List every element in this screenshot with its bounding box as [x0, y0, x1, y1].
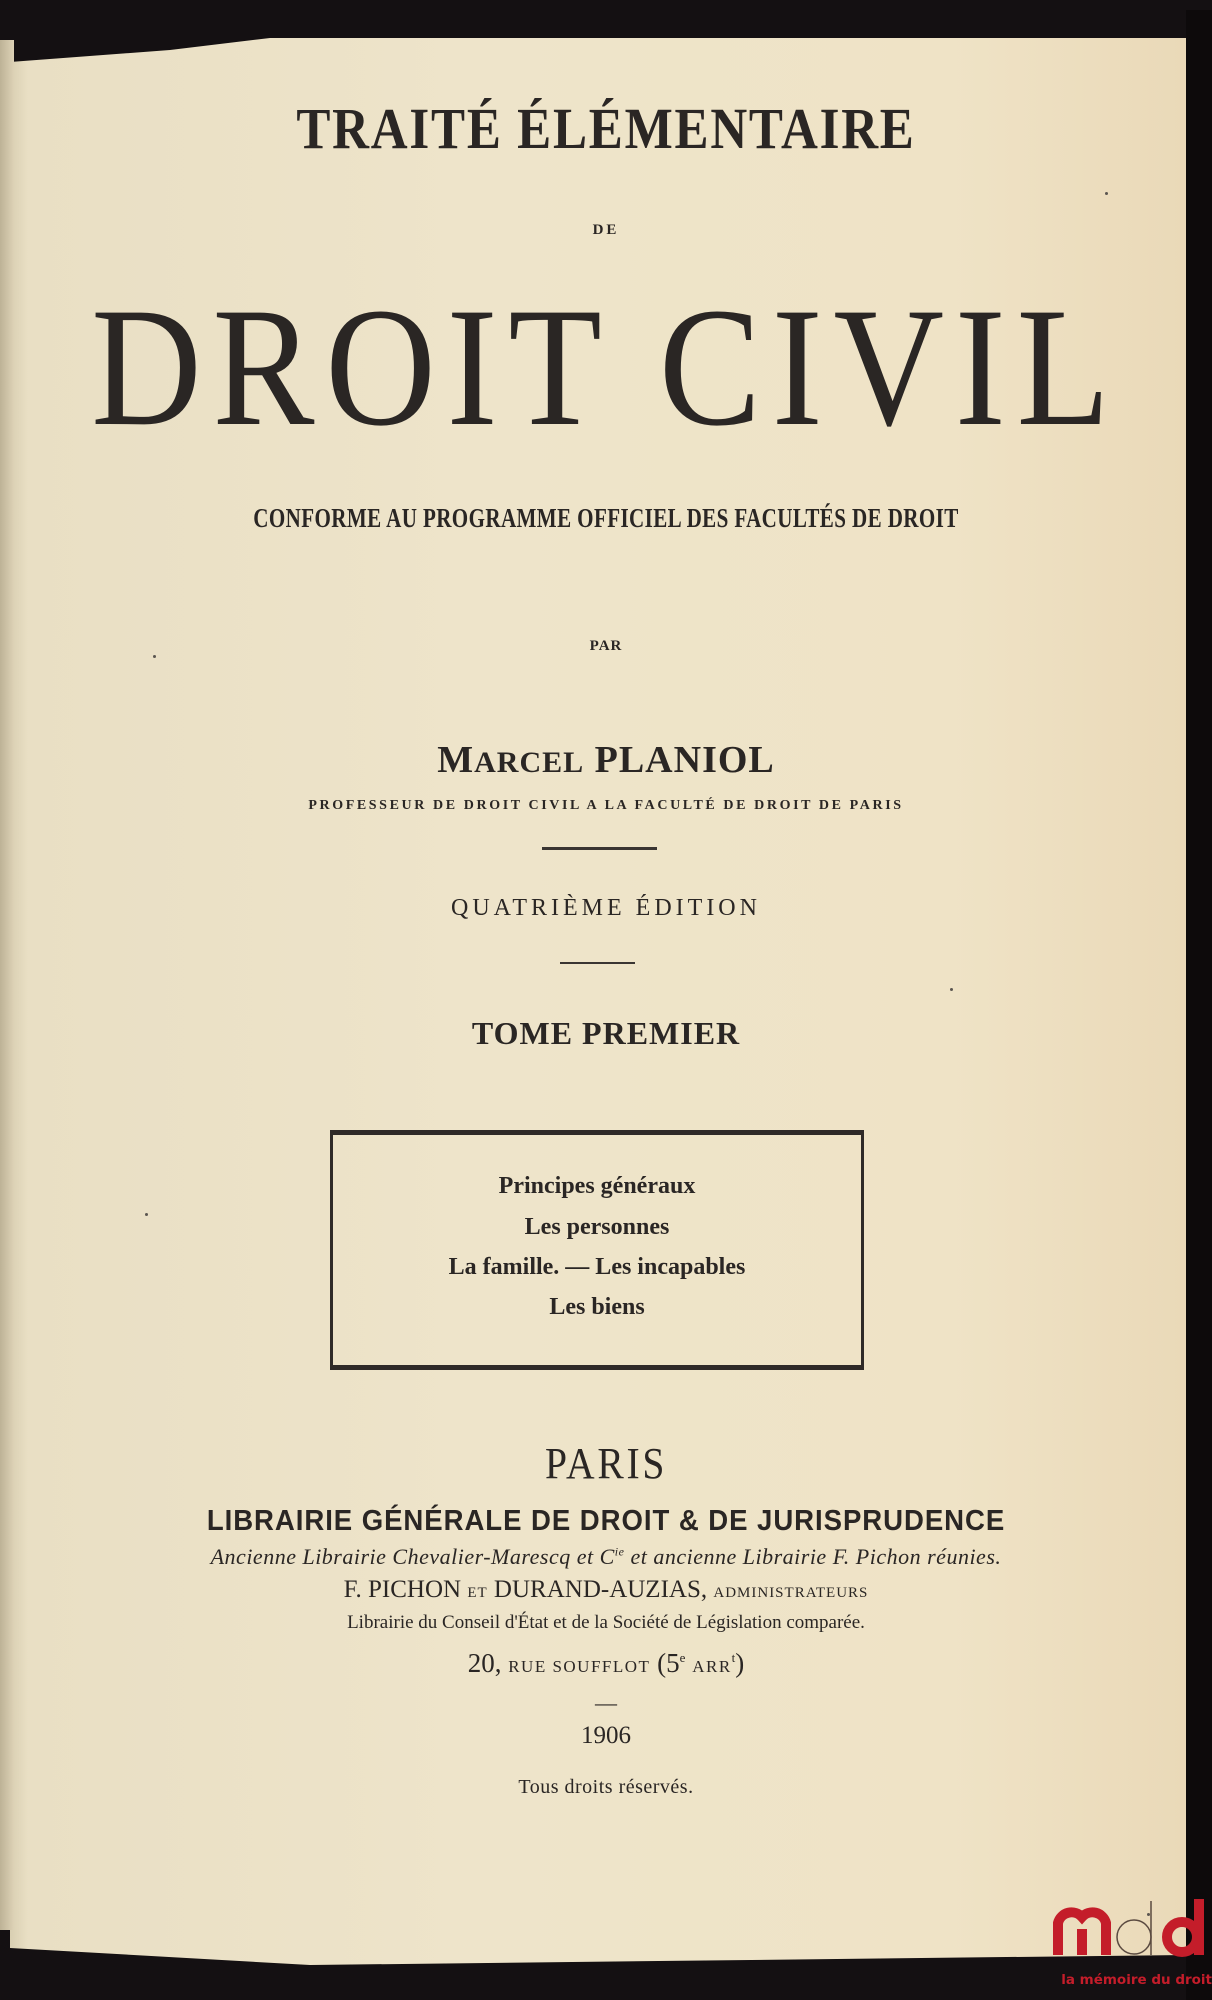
- title-connector: DE: [592, 222, 620, 238]
- contents-item: La famille. — Les incapables: [448, 1254, 746, 1280]
- main-title: DROIT CIVIL: [91, 273, 1121, 461]
- address-arr: (5: [657, 1648, 680, 1678]
- divider-rule: [542, 847, 657, 850]
- former-names-sup: ie: [614, 1544, 625, 1559]
- publisher-affiliation: Librairie du Conseil d'État et de la Société de Législation comparée.: [347, 1612, 865, 1633]
- paper-speck: [950, 988, 953, 991]
- publisher-administrators: [0, 1576, 1212, 1604]
- contents-item: Principes généraux: [498, 1173, 696, 1199]
- contents-item: Les personnes: [524, 1214, 670, 1240]
- address-arr-label: ARR: [692, 1657, 732, 1676]
- address-arr: ): [735, 1648, 745, 1678]
- publisher-former-names: [0, 1544, 1212, 1570]
- paper-speck: [1105, 192, 1108, 195]
- publisher-name: LIBRAIRIE GÉNÉRALE DE DROIT & DE JURISPRUDENCE: [206, 1505, 1006, 1537]
- author-first-rest: ARCEL: [474, 746, 585, 779]
- author-title: PROFESSEUR DE DROIT CIVIL A LA FACULTÉ DE DROIT DE PARIS: [308, 798, 904, 813]
- address-arr-sup: t: [731, 1650, 736, 1665]
- address-number: 20,: [467, 1648, 502, 1678]
- rights-notice: Tous droits réservés.: [518, 1776, 694, 1798]
- administrator-name: DURAND-AUZIAS,: [493, 1576, 708, 1603]
- paper-speck: [153, 655, 156, 658]
- address-street: RUE SOUFFLOT: [508, 1657, 651, 1676]
- publisher-address: [0, 1648, 1212, 1679]
- by-label: PAR: [589, 638, 623, 654]
- address-arr-sup: e: [679, 1650, 686, 1665]
- separator: —: [595, 1690, 617, 1715]
- imprint-city: PARIS: [544, 1439, 668, 1488]
- paper-speck: [145, 1213, 148, 1216]
- subtitle: CONFORME AU PROGRAMME OFFICIEL DES FACULTÉS DE DROIT: [253, 503, 959, 533]
- watermark-tagline: la mémoire du droit: [1061, 1972, 1212, 1988]
- divider-rule: [560, 962, 635, 964]
- title-line-1: TRAITÉ ÉLÉMENTAIRE: [296, 96, 916, 161]
- mdd-logo-icon: [1052, 1893, 1212, 1963]
- author-last: PLANIOL: [594, 739, 775, 781]
- volume-label: TOME PREMIER: [471, 1015, 741, 1051]
- conjunction: ET: [467, 1585, 488, 1601]
- former-names-text: Ancienne Librairie Chevalier-Marescq et C: [210, 1544, 615, 1569]
- page-gutter-shadow: [0, 40, 14, 1930]
- administrator-role: ADMINISTRATEURS: [713, 1585, 869, 1601]
- publication-year: 1906: [581, 1722, 631, 1749]
- author-name: [0, 738, 1212, 782]
- contents-item: Les biens: [549, 1294, 645, 1320]
- edition: QUATRIÈME ÉDITION: [451, 895, 761, 921]
- administrator-name: F. PICHON: [343, 1576, 462, 1603]
- former-names-text: et ancienne Librairie F. Pichon réunies.: [624, 1544, 1002, 1569]
- contents-box: [330, 1130, 864, 1370]
- author-initial: M: [437, 739, 475, 781]
